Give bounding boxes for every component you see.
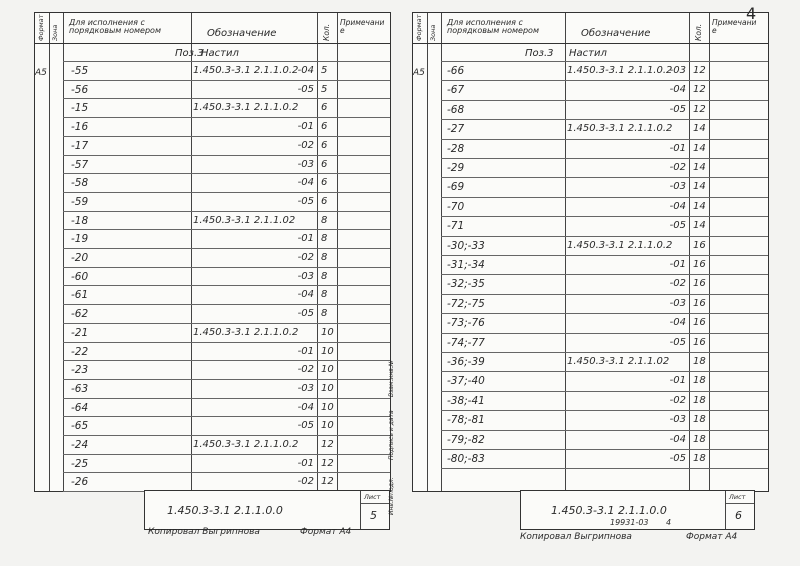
row-quantity: 16 — [693, 297, 706, 309]
row-execution: -28 — [447, 142, 465, 155]
row-execution: -15 — [71, 102, 89, 115]
row-designation-code: 1.450.3-3.1 2.1.1.0.2 — [567, 123, 673, 135]
row-quantity: 14 — [693, 200, 706, 212]
row-quantity: 8 — [321, 289, 328, 301]
row-execution: -63 — [71, 382, 89, 395]
row-line — [63, 80, 390, 81]
row-designation-suffix: -03 — [297, 270, 314, 282]
row-line — [63, 342, 390, 343]
row-quantity: 10 — [321, 345, 334, 357]
row-line — [441, 333, 768, 334]
row-line — [63, 360, 390, 361]
row-execution: -22 — [71, 345, 89, 358]
row-line — [63, 229, 390, 230]
row-execution: -61 — [71, 289, 89, 302]
row-quantity: 14 — [693, 123, 706, 135]
row-line — [63, 416, 390, 417]
row-line — [441, 352, 768, 353]
row-execution: -19 — [71, 233, 89, 246]
row-line — [63, 435, 390, 436]
row-quantity: 16 — [693, 317, 706, 329]
row-line — [441, 274, 768, 275]
row-execution: -31;-34 — [447, 259, 485, 271]
row-execution: -37;-40 — [447, 375, 485, 388]
row-designation-code: 1.450.3-3.1 2.1.1.0.2 — [193, 439, 299, 450]
header-exec: Для исполнения с порядковым номером — [69, 18, 161, 36]
row-line — [441, 158, 768, 159]
row-designation-code: 1.450.3-3.1 2.1.1.0.2 — [193, 102, 299, 114]
row-designation-suffix: -04 — [297, 65, 314, 76]
row-designation-suffix: -03 — [669, 297, 686, 309]
row-quantity: 6 — [321, 121, 328, 133]
row-execution: -36;-39 — [447, 356, 485, 368]
row-designation-code: 1.450.3-3.1 2.1.1.02 — [567, 356, 670, 367]
row-quantity: 5 — [321, 83, 328, 95]
header-format: Формат — [37, 14, 45, 41]
row-execution: -78;-81 — [447, 414, 485, 427]
row-quantity: 8 — [321, 214, 328, 226]
header-divider — [413, 43, 768, 44]
col-divider — [441, 13, 442, 491]
row-execution: -27 — [447, 123, 465, 136]
row-quantity: 10 — [321, 326, 334, 338]
row-quantity: 16 — [693, 336, 706, 348]
row-quantity: 6 — [321, 139, 328, 151]
row-designation-suffix: -02 — [297, 139, 314, 151]
row-quantity: 6 — [321, 158, 328, 170]
header-zone: Зона — [429, 24, 437, 41]
row-line — [63, 454, 390, 455]
row-quantity: 12 — [693, 65, 706, 76]
side-label-replace: Взам.инв.№ — [388, 360, 395, 397]
row-designation-suffix: -04 — [669, 200, 686, 212]
row-quantity: 12 — [321, 457, 334, 469]
row-line — [63, 285, 390, 286]
side-label-inv: Инв.№подл. — [388, 477, 395, 515]
row-execution: -38;-41 — [447, 394, 485, 407]
row-quantity: 6 — [321, 177, 328, 189]
row-execution: -73;-76 — [447, 317, 485, 330]
row-execution: -24 — [71, 439, 89, 451]
position-label: Поз.3 — [175, 48, 204, 59]
format-value: А5 — [413, 68, 425, 78]
row-execution: -65 — [71, 420, 89, 433]
row-quantity: 18 — [693, 394, 706, 406]
row-line — [63, 379, 390, 380]
header-zone: Зона — [51, 24, 59, 41]
row-execution: -16 — [71, 121, 89, 134]
row-line — [63, 267, 390, 268]
row-designation-code: 1.450.3-3.1 2.1.1.0.2 — [567, 239, 673, 251]
row-designation-suffix: -01 — [669, 375, 686, 387]
row-designation-suffix: -04 — [297, 401, 314, 413]
row-execution: -58 — [71, 177, 89, 190]
row-quantity: 10 — [321, 401, 334, 413]
row-designation-suffix: -03 — [669, 181, 686, 193]
row-execution: -80;-83 — [447, 453, 485, 465]
row-designation-suffix: -02 — [669, 278, 686, 290]
format-footer-left: Формат А4 — [300, 527, 352, 537]
col-divider — [709, 13, 710, 491]
row-execution: -20 — [71, 252, 89, 264]
row-line — [63, 136, 390, 137]
row-quantity: 10 — [321, 420, 334, 432]
position-name: Настил — [201, 48, 239, 59]
row-designation-suffix: -05 — [669, 220, 686, 232]
sheet-label: Лист — [364, 493, 381, 501]
header-divider — [35, 43, 390, 44]
title-code: 1.450.3-3.1 2.1.1.0.0 — [551, 504, 667, 517]
row-execution: -32;-35 — [447, 278, 485, 291]
row-quantity: 12 — [693, 103, 706, 115]
row-quantity: 14 — [693, 162, 706, 173]
row-line — [63, 323, 390, 324]
row-quantity: 12 — [321, 476, 334, 488]
col-divider — [317, 13, 318, 491]
row-designation-code: 1.450.3-3.1 2.1.1.0.2 — [193, 326, 299, 338]
row-designation-suffix: -02 — [297, 252, 314, 263]
sheet-box-divider — [361, 503, 389, 504]
row-execution: -68 — [447, 103, 465, 116]
row-line — [63, 61, 390, 62]
row-line — [441, 177, 768, 178]
row-line — [63, 398, 390, 399]
col-divider — [63, 13, 64, 491]
row-designation-suffix: -01 — [669, 142, 686, 154]
row-execution: -69 — [447, 181, 465, 194]
copied-by-left: Копировал Выгрипнова — [148, 527, 260, 537]
row-designation-suffix: -05 — [669, 103, 686, 115]
row-quantity: 8 — [321, 308, 328, 320]
document-number: 19931-03 — [610, 518, 649, 527]
header-qty: Кол. — [322, 23, 331, 41]
row-designation-suffix: -01 — [297, 233, 314, 245]
sheet-number-box — [725, 491, 754, 529]
row-execution: -57 — [71, 158, 89, 171]
row-line — [441, 236, 768, 237]
row-execution: -74;-77 — [447, 336, 485, 349]
row-designation-suffix: -02 — [669, 394, 686, 406]
row-designation-suffix: -03 — [669, 414, 686, 426]
row-line — [441, 410, 768, 411]
row-line — [441, 119, 768, 120]
col-divider — [689, 13, 690, 491]
row-line — [441, 61, 768, 62]
sheet-number-box — [360, 491, 389, 529]
sheet-label: Лист — [729, 493, 746, 501]
row-designation-suffix: -01 — [297, 457, 314, 469]
title-code: 1.450.3-3.1 2.1.1.0.0 — [167, 504, 283, 517]
row-designation-suffix: -04 — [669, 317, 686, 329]
row-quantity: 5 — [321, 65, 328, 76]
col-divider — [427, 13, 428, 491]
row-execution: -62 — [71, 308, 89, 321]
row-execution: -26 — [71, 476, 89, 489]
row-quantity: 18 — [693, 414, 706, 426]
row-line — [441, 449, 768, 450]
header-designation: Обозначение — [207, 28, 277, 39]
header-note: Примечание — [340, 18, 385, 35]
format-footer-right: Формат А4 — [686, 532, 738, 542]
row-line — [441, 216, 768, 217]
row-line — [441, 430, 768, 431]
row-designation-suffix: -05 — [297, 83, 314, 95]
row-quantity: 14 — [693, 142, 706, 154]
row-quantity: 18 — [693, 375, 706, 387]
row-execution: -18 — [71, 214, 89, 227]
row-execution: -67 — [447, 84, 465, 97]
sheet-box-divider — [726, 503, 754, 504]
row-designation-suffix: -02 — [297, 364, 314, 376]
row-quantity: 18 — [693, 453, 706, 464]
row-quantity: 18 — [693, 356, 706, 367]
left-sheet — [34, 12, 391, 492]
row-execution: -21 — [71, 326, 89, 339]
row-quantity: 8 — [321, 233, 328, 245]
col-divider — [191, 13, 192, 491]
copied-by-right: Копировал Выгрипнова — [520, 532, 632, 542]
row-quantity: 14 — [693, 220, 706, 232]
row-quantity: 12 — [321, 439, 334, 450]
row-line — [441, 313, 768, 314]
title-block-left — [144, 490, 390, 530]
header-designation: Обозначение — [581, 28, 651, 39]
row-line — [441, 197, 768, 198]
row-line — [441, 468, 768, 469]
row-execution: -59 — [71, 195, 89, 208]
row-execution: -60 — [71, 270, 89, 283]
row-designation-code: 1.450.3-3.1 2.1.1.0.2 — [193, 65, 299, 76]
row-designation-suffix: -04 — [669, 84, 686, 96]
sheet-number: 5 — [370, 509, 377, 522]
header-qty: Кол. — [694, 23, 703, 41]
row-quantity: 8 — [321, 270, 328, 282]
row-execution: -66 — [447, 65, 465, 77]
row-execution: -70 — [447, 200, 465, 213]
document-page: 4 — [666, 518, 672, 527]
row-designation-suffix: -05 — [297, 308, 314, 320]
row-quantity: 10 — [321, 382, 334, 394]
row-designation-suffix: -03 — [297, 382, 314, 394]
row-designation-code: 1.450.3-3.1 2.1.1.0.2 — [567, 65, 673, 76]
row-designation-suffix: -05 — [297, 195, 314, 207]
row-line — [63, 155, 390, 156]
row-designation-suffix: -05 — [669, 336, 686, 348]
sheet-number: 6 — [735, 509, 742, 522]
col-divider — [337, 13, 338, 491]
row-execution: -30;-33 — [447, 239, 485, 252]
row-designation-suffix: -05 — [297, 420, 314, 432]
row-execution: -29 — [447, 162, 465, 174]
row-line — [63, 173, 390, 174]
row-line — [441, 139, 768, 140]
row-execution: -56 — [71, 83, 89, 96]
position-name: Настил — [569, 48, 607, 59]
row-execution: -17 — [71, 139, 89, 152]
side-stamp-column — [386, 355, 404, 517]
row-execution: -64 — [71, 401, 89, 414]
row-designation-suffix: -04 — [297, 289, 314, 301]
row-quantity: 6 — [321, 195, 328, 207]
side-label-signature: Подпись и дата — [388, 410, 395, 460]
header-note: Примечание — [712, 18, 757, 35]
row-quantity: 6 — [321, 102, 328, 114]
header-format: Формат — [415, 14, 423, 41]
col-divider — [565, 13, 566, 491]
row-execution: -71 — [447, 220, 465, 233]
row-line — [63, 192, 390, 193]
row-designation-suffix: -02 — [669, 162, 686, 173]
row-line — [63, 117, 390, 118]
row-line — [441, 80, 768, 81]
row-designation-suffix: -01 — [297, 121, 314, 133]
row-quantity: 16 — [693, 278, 706, 290]
row-designation-suffix: -01 — [669, 259, 686, 270]
row-designation-suffix: -05 — [669, 453, 686, 464]
corner-number: 4 — [746, 4, 757, 23]
row-line — [441, 371, 768, 372]
row-quantity: 12 — [693, 84, 706, 96]
row-designation-suffix: -03 — [297, 158, 314, 170]
row-execution: -25 — [71, 457, 89, 470]
row-designation-code: 1.450.3-3.1 2.1.1.02 — [193, 214, 296, 226]
row-quantity: 14 — [693, 181, 706, 193]
row-line — [441, 255, 768, 256]
header-exec: Для исполнения с порядковым номером — [447, 18, 539, 36]
row-line — [441, 100, 768, 101]
row-line — [63, 98, 390, 99]
row-execution: -72;-75 — [447, 297, 485, 310]
row-line — [63, 472, 390, 473]
row-execution: -79;-82 — [447, 433, 485, 446]
row-quantity: 18 — [693, 433, 706, 445]
row-line — [63, 304, 390, 305]
row-designation-suffix: -01 — [297, 345, 314, 357]
row-line — [63, 248, 390, 249]
row-quantity: 16 — [693, 259, 706, 270]
row-line — [441, 294, 768, 295]
row-designation-suffix: -04 — [297, 177, 314, 189]
row-execution: -23 — [71, 364, 89, 377]
format-value: А5 — [35, 68, 47, 78]
row-designation-suffix: -02 — [297, 476, 314, 488]
col-divider — [49, 13, 50, 491]
row-line — [63, 211, 390, 212]
row-designation-suffix: -04 — [669, 433, 686, 445]
row-execution: -55 — [71, 65, 89, 77]
right-sheet — [412, 12, 769, 492]
row-line — [441, 391, 768, 392]
row-quantity: 16 — [693, 239, 706, 251]
row-designation-suffix: -03 — [669, 65, 686, 76]
position-label: Поз.3 — [525, 48, 554, 59]
row-quantity: 8 — [321, 252, 328, 263]
row-quantity: 10 — [321, 364, 334, 376]
